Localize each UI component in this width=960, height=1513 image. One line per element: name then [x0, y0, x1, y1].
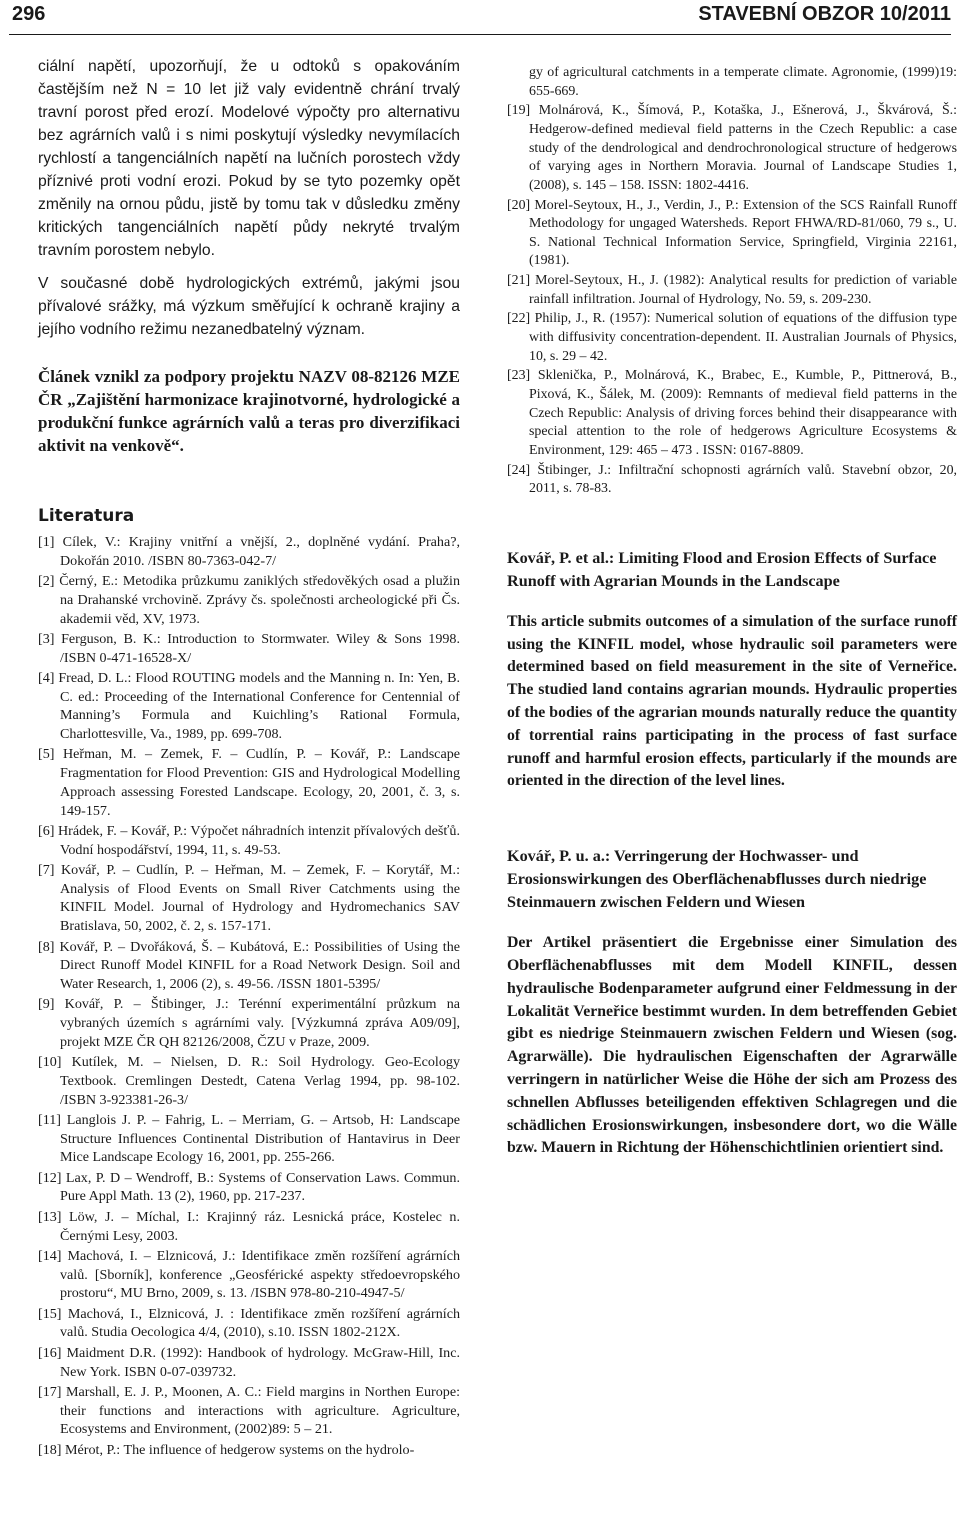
body-paragraph: ciální napětí, upozorňují, že u odtoků s opakováním častějším než N = 10 let již valy evidentně chrání trvalý travní porost před erozí. Modelové výpočty pro alternativu bez agrárních valů i s nimi poskytují výsledky nevymílacích rychlostí a tangenciálních napětí na lučních porostech vždy příznivé proti vodní erozi. Pokud by se tyto pozemky opět změnily na ornou půdu, jistě by tomu tak v důsledku změny kritických tangenciálních napětí půdy nekryté trvalým travním porostem nebylo.	[38, 58, 460, 259]
reference-item: [14] Machová, I. – Elznicová, J.: Identifikace změn rozšíření agrárních valů. [Sborník], konference „Geosférické aspekty středoevropského prostoru“, MU Brno, 2009, s. 13. /ISBN 978-80-210-4947-5/	[38, 1247, 460, 1302]
reference-item: [15] Machová, I., Elznicová, J. : Identifikace změn rozšíření agrárních valů. Studia Oecologica 4/4, (2010), s.10. ISSN 1802-212X.	[38, 1305, 460, 1341]
right-column	[507, 64, 957, 1160]
reference-item: [7] Kovář, P. – Cudlín, P. – Heřman, M. – Zemek, F. – Korytář, M.: Analysis of Flood Events on Small River Catchments using the KINFIL Model. Journal of Hydrology and Hydromechanics SAV Bratislava, 50, 2002, č. 2, s. 157-171.	[38, 862, 460, 935]
abstract-english	[507, 547, 957, 793]
page-number: 296	[12, 3, 46, 25]
abstract-german	[507, 845, 957, 1160]
reference-item: [11] Langlois J. P. – Fahrig, L. – Merriam, G. – Artsob, H: Landscape Structure Influences Continental Distribution of Hantavirus in Deer Mice Landscape Ecology 16, 2001, pp. 255-266.	[38, 1111, 460, 1166]
references-heading: Literatura	[38, 506, 135, 526]
reference-item: [10] Kutílek, M. – Nielsen, D. R.: Soil Hydrology. Geo-Ecology Textbook. Cremlingen Destedt, Catena Verlag 1994, pp. 98-102. /ISBN 3-923381-26-3/	[38, 1054, 460, 1108]
reference-item: [19] Molnárová, K., Šímová, P., Kotaška, J., Ešnerová, J., Škvárová, Š.: Hedgerow-defined medieval field patterns in the Czech Republic: a case study of the dendrological and dendrochronological structure of hedgerows of varying ages in Northern Moravia. Journal of Landscape Studies 1, (2008), s. 145 – 158. ISSN: 1802-4416.	[507, 103, 957, 193]
reference-item: [17] Marshall, E. J. P., Moonen, A. C.: Field margins in Northen Europe: their functions and interactions with agriculture. Agriculture, Ecosystems and Environment, (2002)89: 5 – 21.	[38, 1383, 460, 1438]
reference-item: [18] Mérot, P.: The influence of hedgerow systems on the hydrolo-	[38, 1441, 415, 1458]
reference-item: [1] Cílek, V.: Krajiny vnitřní a vnější, 2., doplněné vydání. Praha?, Dokořán 2010. /ISBN 80-7363-042-7/	[38, 534, 460, 569]
body-paragraph: V současné době hydrologických extrémů, jakými jsou přívalové srážky, má výzkum směřující k ochraně krajiny a jejího vodního režimu nezanedbatelný význam.	[38, 275, 460, 338]
reference-item: [9] Kovář, P. – Štibinger, J.: Terénní experimentální průzkum na vybraných územích s agrárními valy. [Výzkumná zpráva A09/09], projekt MZE ČR QH 82126/2008, ČZU v Praze, 2009.	[38, 996, 460, 1050]
abstract-english-title: Kovář, P. et al.: Limiting Flood and Erosion Effects of Surface Runoff with Agrarian Mounds in the Landscape	[507, 548, 937, 590]
reference-list	[38, 533, 460, 1459]
reference-item: [8] Kovář, P. – Dvořáková, Š. – Kubátová, E.: Possibilities of Using the Direct Runoff Model KINFIL for a Road Network Design. Soil and Water Research, 1, 2006 (2), s. 49-56. /ISSN 1801-5395/	[38, 938, 460, 992]
reference-item: [12] Lax, P. D – Wendroff, B.: Systems of Conservation Laws. Commun. Pure Appl Math. 13 (2), 1960, pp. 217-237.	[38, 1169, 460, 1205]
reference-item: [3] Ferguson, B. K.: Introduction to Stormwater. Wiley & Sons 1998. /ISBN 0-471-16528-X/	[38, 630, 460, 666]
page-header	[9, 0, 951, 35]
reference-item: [16] Maidment D.R. (1992): Handbook of hydrology. McGraw-Hill, Inc. New York. ISBN 0-07-039732.	[38, 1344, 460, 1380]
reference-list-continued	[507, 64, 957, 499]
left-column	[38, 55, 460, 1461]
abstract-german-body: Der Artikel präsentiert die Ergebnisse einer Simulation des Oberflächenabflusses mit dem Modell KINFIL, dessen hydraulische Bodenparameter aufgrund einer Feldmessung in der Lokalität Verneřice bestimmt wurden. In dem betreffenden Gebiet gibt es niedrige Steinmauern zwischen Feldern und Wiesen (sog. Agrarwälle). Die hydraulischen Eigenschaften der Agrarwälle verringern in natürlicher Weise die Höhe der sich am Prozess des schnellen Abflusses beteiligenden effektiven Schlagregen und die schädlichen Erosionswirkungen, insbesondere dort, wo die Wälle bzw. Mauern in Richtung der Höhenschichtlinien orientiert sind.	[507, 934, 957, 1157]
reference-continuation: gy of agricultural catchments in a temperate climate. Agronomie, (1999)19: 655-669.	[529, 65, 957, 99]
reference-item: [20] Morel-Seytoux, H., J., Verdin, J., P.: Extension of the SCS Rainfall Runoff Methodology for ungaged Watersheds. Report FHWA/RD-81/060, 79 s., U. S. National Technical Information Service, Springfield, Virginia 22161, (1981).	[507, 197, 957, 269]
abstract-english-body: This article submits outcomes of a simulation of the surface runoff using the KINFIL model, whose hydraulic soil parameters were determined based on field measurement in the site of Verneřice. The studied land contains agrarian mounds. Hydraulic properties of the bodies of the agrarian mounds naturally reduce the quantity of torrential rains participating in the process of fast surface runoff and harmful erosion effects, particularly if the mounds are oriented in the direction of the level lines.	[507, 612, 957, 790]
reference-item: [4] Fread, D. L.: Flood ROUTING models and the Manning n. In: Yen, B. C. ed.: Proceeding of the International Conference for Centennial of Manning’s Formula and Kuichling’s Rational Formula, Charlottesville, Va., 1989, pp. 699-708.	[38, 669, 460, 743]
acknowledgement: Článek vznikl za podpory projektu NAZV 08-82126 MZE ČR „Zajištění harmonizace krajinotvorné, hydrologické a produkční funkce agrárních valů a teras pro diverzifikaci aktivit na venkově“.	[38, 367, 460, 455]
reference-item: [5] Heřman, M. – Zemek, F. – Cudlín, P. – Kovář, P.: Landscape Fragmentation for Flood Prevention: GIS and Hydrological Modelling Approach assessing Forested Landscape. Ecology, 20, 2001, č. 3, s. 149-157.	[38, 746, 460, 819]
reference-item: [22] Philip, J., R. (1957): Numerical solution of equations of the diffusion type with diffusivity concentration-dependent. II. Australian Journals of Physics, 10, s. 29 – 42.	[507, 311, 957, 364]
reference-item: [6] Hrádek, F. – Kovář, P.: Výpočet náhradních intenzit přívalových dešťů. Vodní hospodářství, 1994, 11, s. 49-53.	[38, 822, 460, 858]
reference-item: [24] Štibinger, J.: Infiltrační schopnosti agrárních valů. Stavební obzor, 20, 2011, s. 78-83.	[507, 462, 957, 497]
reference-item: [21] Morel-Seytoux, H., J. (1982): Analytical results for prediction of variable rainfall infiltration. Journal of Hydrology, No. 59, s. 209-230.	[507, 273, 957, 307]
reference-item: [13] Löw, J. – Míchal, I.: Krajinný ráz. Lesnická práce, Kostelec n. Černými Lesy, 2003.	[38, 1208, 460, 1244]
journal-title: STAVEBNÍ OBZOR 10/2011	[698, 3, 951, 25]
reference-item: [23] Sklenička, P., Molnárová, K., Brabec, E., Kumble, P., Pittnerová, B., Pixová, K., Šálek, M. (2009): Remnants of medieval field patterns in the Czech Republic: Analysis of driving forces behind their disappearance with special attention to the role of hedgerows Agriculture Ecosystems & Environment, 129: 465 – 473 . ISSN: 0167-8809.	[507, 368, 957, 458]
abstract-german-title: Kovář, P. u. a.: Verringerung der Hochwasser- und Erosionswirkungen des Oberflächenabflusses durch niedrige Steinmauern zwischen Feldern und Wiesen	[507, 847, 927, 912]
reference-item: [2] Černý, E.: Metodika průzkumu zaniklých středověkých osad a plužin na Drahanské vrchovině. Zprávy čs. společnosti archeologické při Čs. akademii věd, XV, 1973.	[38, 573, 460, 627]
